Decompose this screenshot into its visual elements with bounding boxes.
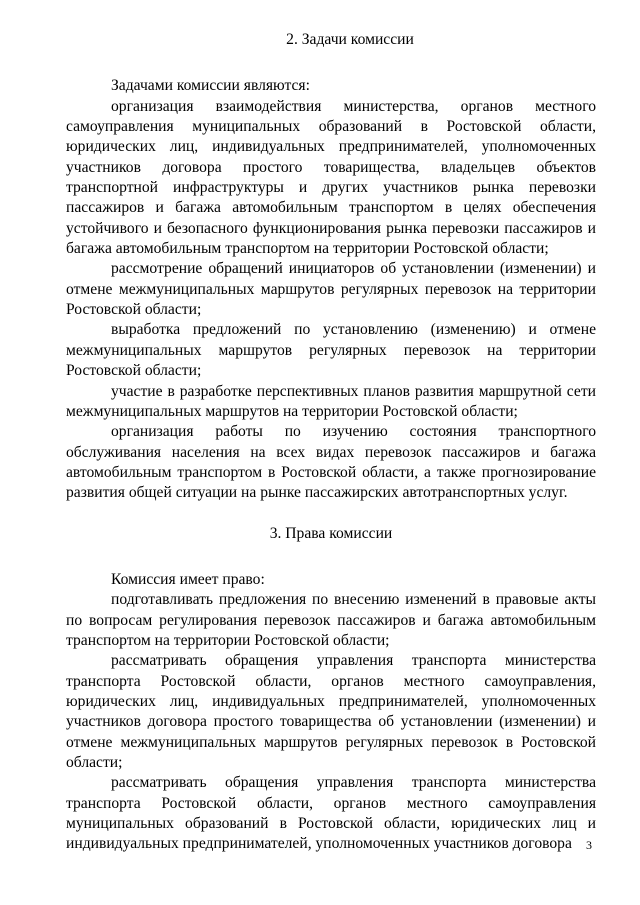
page-content bbox=[66, 30, 596, 855]
paragraph: рассмотрение обращений инициаторов об установлении (изменении) и отмене межмуниципальных маршрутов регулярных перевозок на территории Ростовской области; bbox=[66, 260, 596, 319]
spacer bbox=[66, 504, 596, 524]
spacer bbox=[66, 544, 596, 570]
paragraph: выработка предложений по установлению (изменению) и отмене межмуниципальных маршрутов регулярных перевозок на территории Ростовской области; bbox=[66, 321, 596, 380]
paragraph: подготавливать предложения по внесению изменений в правовые акты по вопросам регулирования перевозок пассажиров и багажа автомобильным транспортом на территории Ростовской области; bbox=[66, 591, 596, 649]
paragraph: организация работы по изучению состояния транспортного обслуживания населения на всех видах перевозок пассажиров и багажа автомобильным транспортом в Ростовской области, а также прогнозирование развития общей ситуации на рынке пассажирских автотранспортных услуг. bbox=[66, 423, 596, 502]
section-intro-tasks: Задачами комиссии являются: bbox=[111, 77, 310, 95]
paragraph: участие в разработке перспективных планов развития маршрутной сети межмуниципальных маршрутов на территории Ростовской области; bbox=[66, 382, 596, 420]
section-intro-rights: Комиссия имеет право: bbox=[111, 570, 265, 588]
paragraph: рассматривать обращения управления транспорта министерства транспорта Ростовской области, органов местного самоуправления, юридических лиц, индивидуальных предпринимателей, уполномоченных участников договора простого товарищества об установлении (изменении) и отмене межмуниципальных маршрутов регулярных перевозок в Ростовской области; bbox=[66, 652, 596, 771]
spacer bbox=[66, 50, 596, 76]
paragraph: рассматривать обращения управления транспорта министерства транспорта Ростовской области, органов местного самоуправления муниципальных образований в Ростовской области, юридических лиц и индивидуальных предпринимателей, уполномоченных участников договора bbox=[66, 774, 596, 853]
section-heading-rights: 3. Права комиссии bbox=[269, 524, 393, 542]
paragraph: организация взаимодействия министерства, органов местного самоуправления муниципальных образований в Ростовской области, юридических лиц, индивидуальных предпринимателей, уполномоченных участников договора простого товарищества, владельцев объектов транспортной инфраструктуры и других участников рынка перевозки пассажиров и багажа автомобильным транспортом в целях обеспечения устойчивого и безопасного функционирования рынка перевозки пассажиров и багажа автомобильным транспортом на территории Ростовской области; bbox=[66, 97, 596, 258]
page-number: 3 bbox=[586, 838, 592, 852]
section-heading-tasks: 2. Задачи комиссии bbox=[286, 31, 414, 48]
